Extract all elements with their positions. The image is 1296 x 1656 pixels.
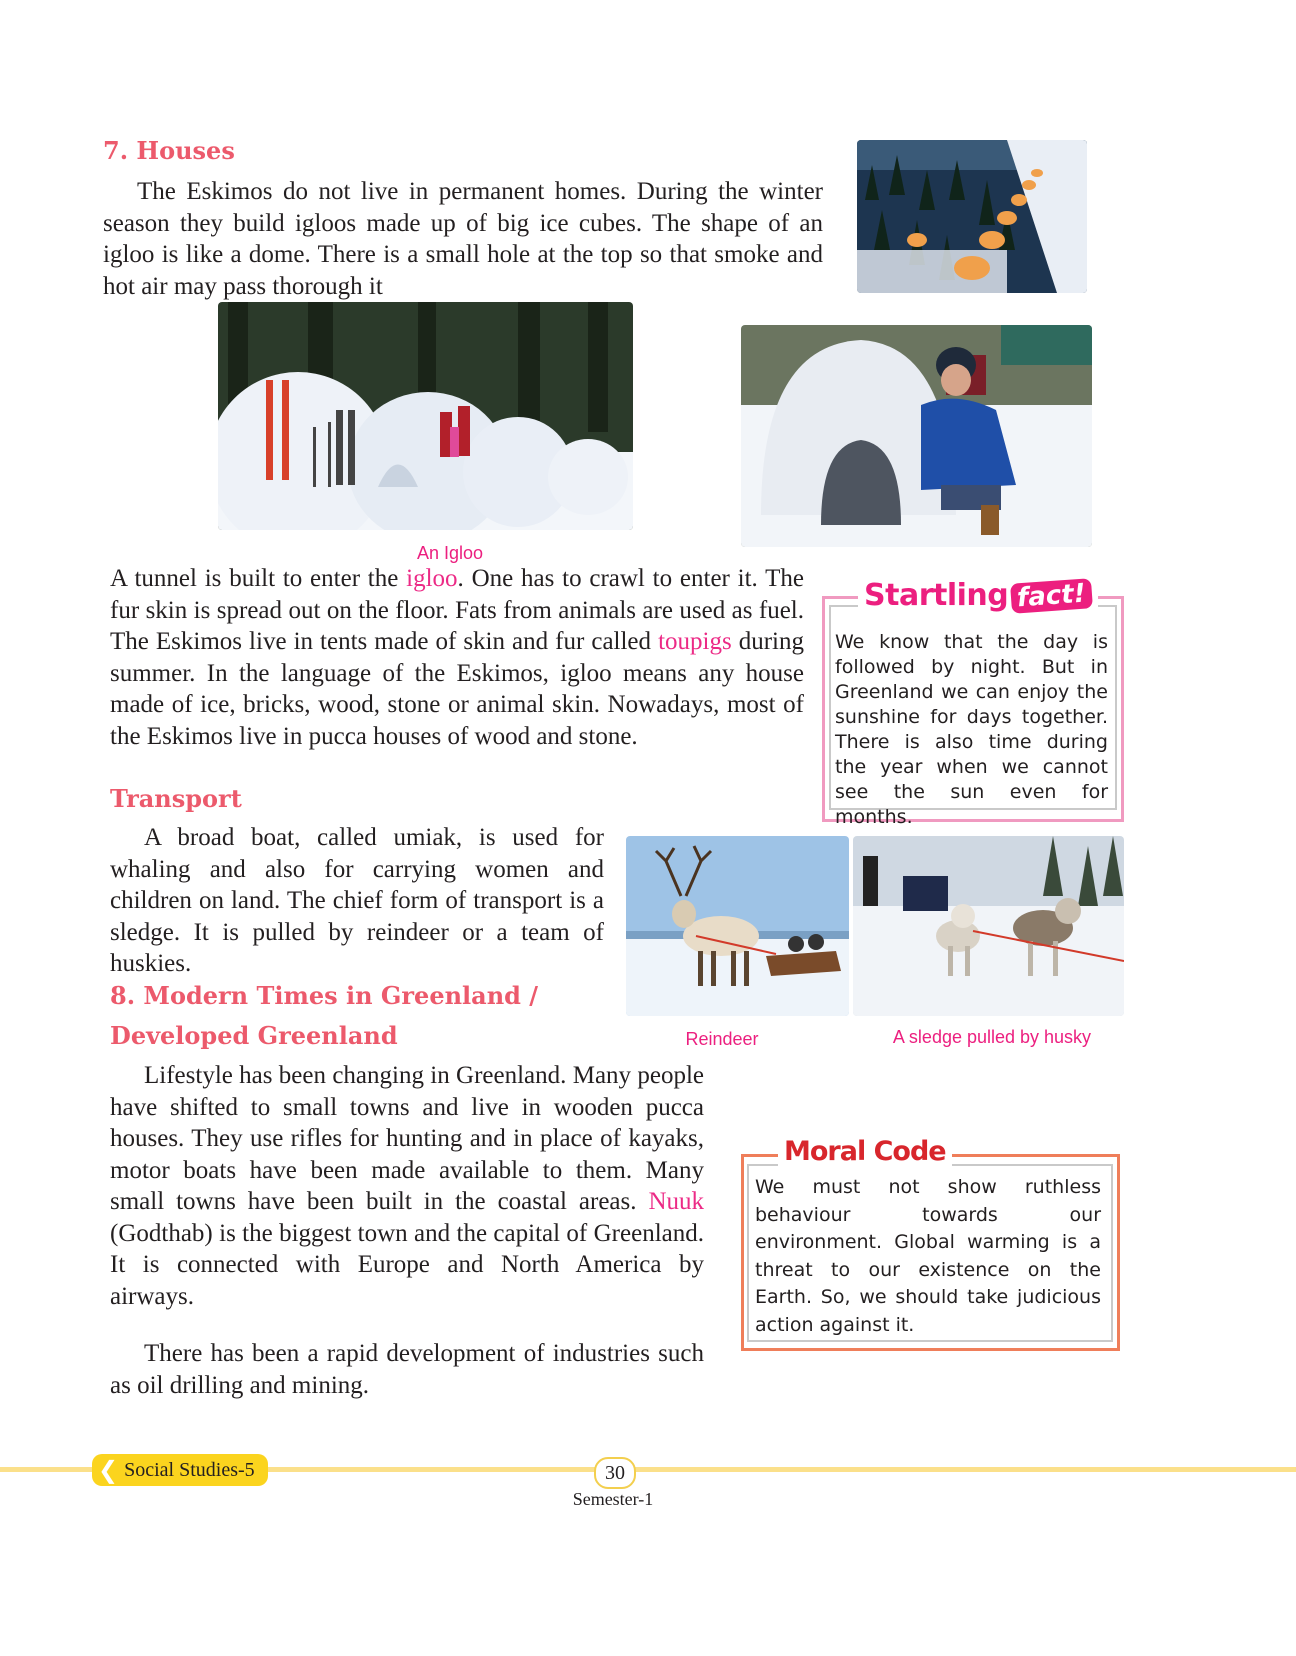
husky-sledge-photo (853, 836, 1124, 1016)
toupigs-keyword: toupigs (658, 628, 732, 655)
book-title: Social Studies-5 (124, 1458, 255, 1481)
moral-code-title: Moral Code (778, 1136, 952, 1167)
igloo-paragraph (110, 563, 804, 752)
section-heading-houses: 7. Houses (103, 136, 235, 165)
igloo-paragraph-text-3: during summer. In the language of the Eskimos, igloo means any house made of ice, bricks, wood, stone or animal skin. Nowadays, most of the Eskimos live in pucca houses of wood and stone. (110, 628, 804, 750)
reindeer-caption: Reindeer (685, 1029, 759, 1049)
industries-paragraph: There has been a rapid development of industries such as oil drilling and mining. (110, 1340, 704, 1399)
transport-paragraph: A broad boat, called umiak, is used for whaling and also for carrying women and children on land. The chief form of transport is a sledge. It is pulled by reindeer or a team of huskies. (110, 824, 604, 977)
nuuk-keyword: Nuuk (648, 1188, 704, 1215)
man-igloo-photo (741, 325, 1092, 547)
fact-badge: fact! (1010, 578, 1092, 614)
moral-code-text: We must not show ruthless behaviour towards our environment. Global warming is a threat to our existence on the Earth. So, we should take judicious action against it. (755, 1176, 1101, 1336)
section-heading-developed-greenland: Developed Greenland (110, 1021, 398, 1050)
igloo-caption: An Igloo (416, 543, 484, 563)
book-title-badge (92, 1454, 268, 1486)
igloo-family-photo (218, 302, 633, 530)
modern-times-text-1: Lifestyle has been changing in Greenland. Many people have shifted to small towns and live in wooden pucca houses. They use rifles for hunting and in place of kayaks, motor boats have been made available to them. Many small towns have been built in the coastal areas. (110, 1062, 704, 1215)
startling-fact-text: We know that the day is followed by night. But in Greenland we can enjoy the sunshine for days together. There is also time during the year when we cannot see the sun even for months. (835, 631, 1108, 828)
section-heading-modern-times: 8. Modern Times in Greenland / (110, 981, 539, 1010)
igloo-paragraph-text-2: . One has to crawl to enter it. The fur skin is spread out on the floor. Fats from animals are used as fuel. The Eskimos live in tents made of skin and fur called (110, 565, 804, 655)
glass-igloos-photo (857, 140, 1087, 293)
semester-label: Semester-1 (572, 1489, 654, 1509)
husky-caption: A sledge pulled by husky (892, 1027, 1092, 1047)
modern-times-text-2: (Godthab) is the biggest town and the capital of Greenland. It is connected with Europe and North America by airways. (110, 1219, 704, 1310)
page-number: 30 (594, 1457, 636, 1489)
igloo-keyword: igloo (406, 565, 458, 592)
startling-word: Startling (864, 578, 1009, 613)
startling-fact-title (858, 578, 1098, 613)
section-heading-transport: Transport (110, 784, 242, 813)
chevron-left-icon: ❮ (98, 1456, 119, 1484)
igloo-paragraph-text-1: A tunnel is built to enter the (110, 565, 407, 592)
reindeer-photo (626, 836, 849, 1016)
houses-paragraph: The Eskimos do not live in permanent homes. During the winter season they build igloos made up of big ice cubes. The shape of an igloo is like a dome. There is a small hole at the top so that smoke and hot air may pass thorough it (103, 178, 823, 300)
modern-times-paragraph (110, 1060, 704, 1312)
